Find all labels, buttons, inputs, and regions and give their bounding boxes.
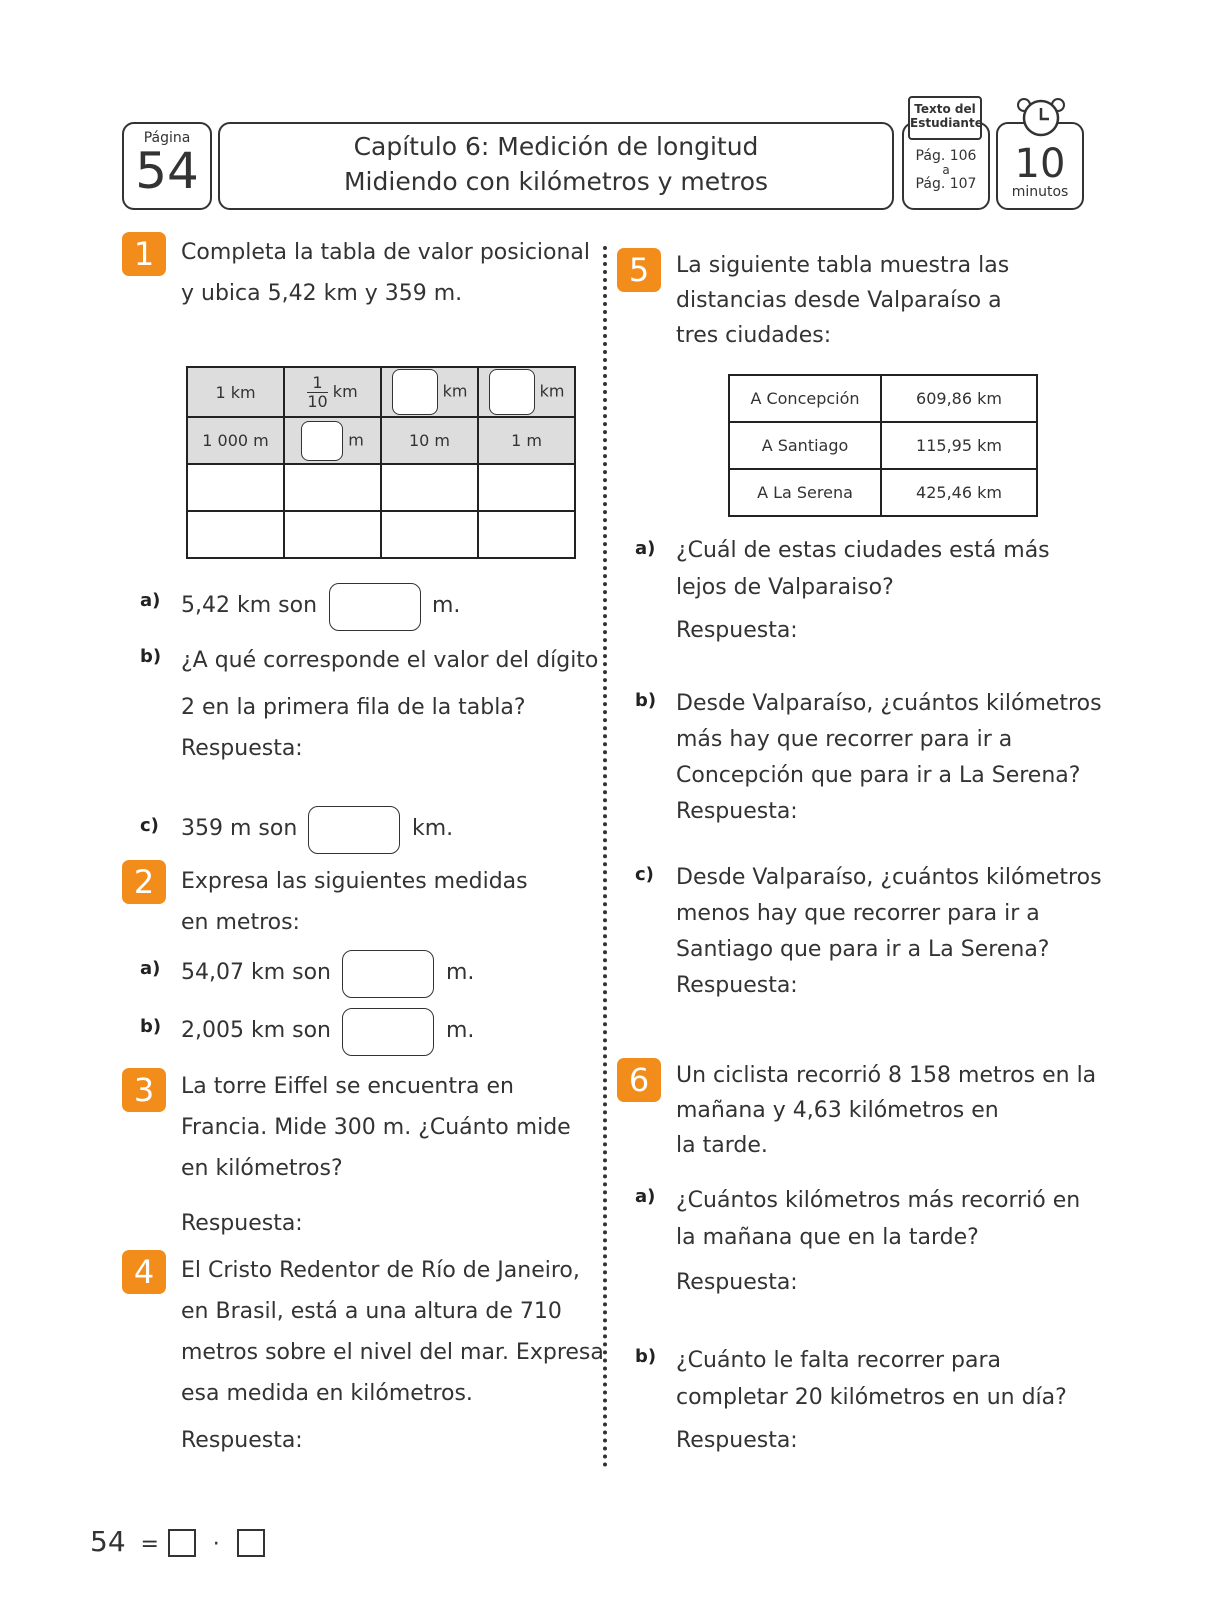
multiply-dot: ·	[212, 1532, 220, 1557]
blank-square[interactable]	[168, 1529, 196, 1557]
table-cell: 425,46 km	[881, 469, 1037, 516]
footer-page-number: 54	[90, 1525, 126, 1558]
equals-sign: =	[140, 1532, 159, 1557]
table-cell: 115,95 km	[881, 422, 1037, 469]
table-cell: 10 m	[381, 417, 478, 464]
q1-statement: Completa la tabla de valor posicional y ubica 5,42 km y 359 m.	[181, 240, 591, 306]
time-unit: minutos	[1011, 184, 1069, 200]
q2b-unit: m.	[446, 1018, 475, 1043]
chapter-title: Capítulo 6: Medición de longitud	[353, 132, 759, 161]
q1a-label: a)	[140, 590, 161, 611]
q6b-label: b)	[635, 1346, 657, 1367]
table-cell[interactable]	[187, 464, 284, 511]
book-label: Texto del Estudiante	[910, 102, 983, 130]
q3-answer-label: Respuesta:	[181, 1211, 303, 1236]
q5a-text: ¿Cuál de estas ciudades está más lejos de Valparaiso? Respuesta:	[676, 538, 1050, 643]
time-value: 10	[1014, 141, 1066, 187]
distance-table	[728, 374, 1038, 517]
q2-statement: Expresa las siguientes medidas en metros:	[181, 869, 528, 935]
table-row	[729, 422, 1037, 469]
q1b-text: ¿A qué corresponde el valor del dígito 2 en la primera fila de la tabla? Respuesta:	[181, 648, 599, 761]
alarm-clock-icon	[1014, 96, 1068, 142]
q1c-unit: km.	[412, 816, 454, 841]
table-cell: A Concepción	[729, 375, 881, 422]
table-cell[interactable]	[187, 511, 284, 558]
q6a-text: ¿Cuántos kilómetros más recorrió en la mañana que en la tarde? Respuesta:	[676, 1188, 1081, 1295]
footer-equation	[90, 1522, 265, 1565]
table-cell[interactable]	[381, 511, 478, 558]
q1a-unit: m.	[432, 593, 461, 618]
q5-statement: La siguiente tabla muestra las distancias desde Valparaíso a tres ciudades:	[676, 253, 1010, 348]
q1b-label: b)	[140, 646, 162, 667]
page-label: Página	[143, 130, 191, 146]
table-cell: km	[381, 367, 478, 417]
table-cell[interactable]	[284, 511, 381, 558]
q2a-label: a)	[140, 958, 161, 979]
ref-to: Pág. 107	[915, 176, 977, 192]
table-row	[187, 417, 575, 464]
q5b-text: Desde Valparaíso, ¿cuántos kilómetros más hay que recorrer para ir a Concepción que para ir a La Serena? Respuesta:	[676, 691, 1102, 824]
table-cell: 1 m	[478, 417, 575, 464]
table-cell: 609,86 km	[881, 375, 1037, 422]
q2b-text: 2,005 km son	[181, 1018, 332, 1043]
q1c-label: c)	[140, 815, 159, 836]
question-4-badge: 4	[122, 1250, 166, 1294]
table-cell: $\frac{1}{10}$ km	[284, 367, 381, 417]
table-cell[interactable]	[478, 464, 575, 511]
question-3-badge: 3	[122, 1068, 166, 1112]
table-cell: A Santiago	[729, 422, 881, 469]
q6b-text: ¿Cuánto le falta recorrer para completar 20 kilómetros en un día? Respuesta:	[676, 1348, 1067, 1453]
table-row	[187, 511, 575, 558]
question-5-badge: 5	[617, 248, 661, 292]
book-icon	[908, 96, 982, 140]
ref-from: Pág. 106	[915, 148, 977, 164]
q1c-text: 359 m son	[181, 816, 298, 841]
q5c-label: c)	[635, 864, 654, 885]
q2a-unit: m.	[446, 960, 475, 985]
table-cell: km	[478, 367, 575, 417]
answer-box[interactable]	[489, 369, 535, 415]
q6-statement: Un ciclista recorrió 8 158 metros en la mañana y 4,63 kilómetros en la tarde.	[676, 1063, 1097, 1158]
q1a-text: 5,42 km son	[181, 593, 318, 618]
place-value-table	[186, 366, 576, 559]
q4-answer-label: Respuesta:	[181, 1428, 303, 1453]
answer-box[interactable]	[342, 1008, 434, 1056]
q4-statement: El Cristo Redentor de Río de Janeiro, en Brasil, está a una altura de 710 metros sobre el nivel del mar. Expresa esa medida en kilómetros. Respuesta:	[181, 1250, 604, 1461]
table-cell: 1 km	[187, 367, 284, 417]
table-cell: 1 000 m	[187, 417, 284, 464]
table-cell: A La Serena	[729, 469, 881, 516]
answer-box[interactable]	[342, 950, 434, 998]
fraction-one-tenth: $\frac{1}{10}$	[307, 372, 328, 411]
table-cell[interactable]	[284, 464, 381, 511]
page-number: 54	[135, 142, 199, 200]
table-row	[729, 469, 1037, 516]
q5a-label: a)	[635, 538, 656, 559]
question-1-badge: 1	[122, 232, 166, 276]
answer-box[interactable]	[329, 583, 421, 631]
table-cell: m	[284, 417, 381, 464]
q3-statement: La torre Eiffel se encuentra en Francia. Mide 300 m. ¿Cuánto mide en kilómetros? Respuesta:	[181, 1066, 571, 1244]
q2b-label: b)	[140, 1016, 162, 1037]
table-row	[187, 464, 575, 511]
answer-box[interactable]	[392, 369, 438, 415]
q6a-label: a)	[635, 1186, 656, 1207]
chapter-title-box	[218, 122, 894, 210]
q5c-text: Desde Valparaíso, ¿cuántos kilómetros menos hay que recorrer para ir a Santiago que para ir a La Serena? Respuesta:	[676, 865, 1102, 998]
table-cell[interactable]	[381, 464, 478, 511]
q5b-label: b)	[635, 690, 657, 711]
question-6-badge: 6	[617, 1058, 661, 1102]
answer-box[interactable]	[301, 421, 343, 461]
page-number-box	[122, 122, 212, 210]
table-row	[187, 367, 575, 417]
answer-box[interactable]	[308, 806, 400, 854]
lesson-title: Midiendo con kilómetros y metros	[343, 167, 769, 196]
question-2-badge: 2	[122, 860, 166, 904]
blank-square[interactable]	[237, 1529, 265, 1557]
q2a-text: 54,07 km son	[181, 960, 332, 985]
table-row	[729, 375, 1037, 422]
ref-a: a	[942, 163, 950, 177]
table-cell[interactable]	[478, 511, 575, 558]
